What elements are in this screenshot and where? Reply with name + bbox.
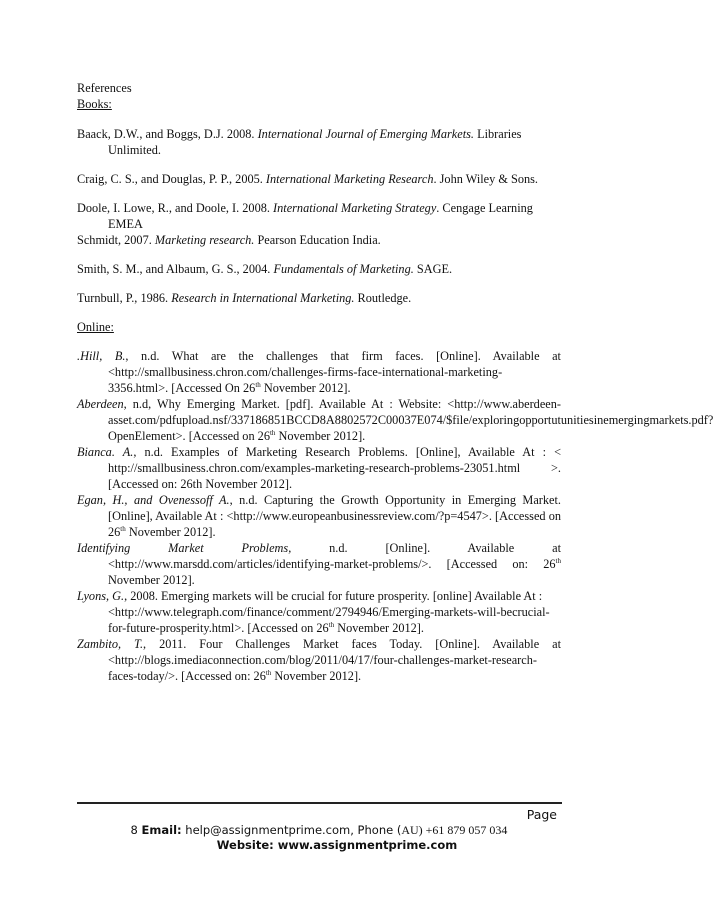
online-reference: Zambito, T., 2011. Four Challenges Market faces Today. [Online]. Available at <http://blogs.imediaconnection.com/blog/2011/04/17/four-challenges-market-research-faces-today/>. [Accessed on: 26th November 2012]. [77, 637, 561, 683]
footer-page-label: Page [526, 807, 557, 822]
email-text: help@assignmentprime.com, Phone ( [181, 823, 402, 837]
country-code: AU [401, 823, 419, 837]
online-reference: Lyons, G., 2008. Emerging markets will be crucial for future prosperity. [online] Available At :<http://www.telegraph.com/finance/comment/2794946/Emerging-markets-will-becrucial-for-future-prosperity.html>. [Accessed on 26th November 2012]. [77, 589, 550, 635]
online-heading: Online: [77, 320, 114, 334]
online-reference: .Hill, B., n.d. What are the challenges that firm faces. [Online]. Available at <http://smallbusiness.chron.com/challenges-firms-face-international-marketing-3356.html>. [Accessed On 26th November 2012]. [77, 349, 561, 395]
book-reference: Doole, I. Lowe, R., and Doole, I. 2008. International Marketing Strategy. Cengage Learning EMEA [77, 201, 533, 231]
phone-number: ) +61 879 057 034 [418, 823, 508, 837]
online-reference: Egan, H., and Ovenessoff A., n.d. Capturing the Growth Opportunity in Emerging Market. [Online], Available At : <http://www.europeanbusinessreview.com/?p=4547>. [Accessed on 26th November 2012]. [77, 493, 561, 539]
online-reference: Identifying Market Problems, n.d. [Online]. Available at <http://www.marsdd.com/articles/identifying-market-problems/>. [Accessed on: 26th November 2012]. [77, 541, 561, 587]
book-reference: Baack, D.W., and Boggs, D.J. 2008. International Journal of Emerging Markets. Libraries Unlimited. [77, 127, 522, 157]
book-reference: Turnbull, P., 1986. Research in International Marketing. Routledge. [77, 291, 412, 305]
footer-divider [77, 802, 562, 804]
page-number: 8 [130, 823, 142, 837]
online-reference: Bianca. A., n.d. Examples of Marketing Research Problems. [Online], Available At : < http://smallbusiness.chron.com/examples-marketing-research-problems-23051.html >. [Accessed on: 26th November 2012]. [77, 445, 562, 491]
email-label: Email: [141, 823, 182, 837]
footer-website: Website: www.assignmentprime.com [216, 838, 458, 852]
book-reference: Schmidt, 2007. Marketing research. Pearson Education India. [77, 233, 381, 247]
online-reference: Aberdeen, n.d, Why Emerging Market. [pdf]. Available At : Website: <http://www.aberdeen-asset.com/pdfupload.nsf/337186851BCCD8A8802572C00037E074/$file/exploringopportutunitiesinemergingmarkets.pdf?OpenElement>. [Accessed on 26th November 2012]. [77, 397, 713, 443]
references-content [77, 80, 713, 684]
footer-contact [0, 823, 638, 838]
book-reference: Craig, C. S., and Douglas, P. P., 2005. International Marketing Research. John Wiley & Sons. [77, 172, 538, 186]
references-title: References [77, 81, 132, 95]
book-reference: Smith, S. M., and Albaum, G. S., 2004. Fundamentals of Marketing. SAGE. [77, 262, 453, 276]
books-heading: Books: [77, 97, 112, 111]
